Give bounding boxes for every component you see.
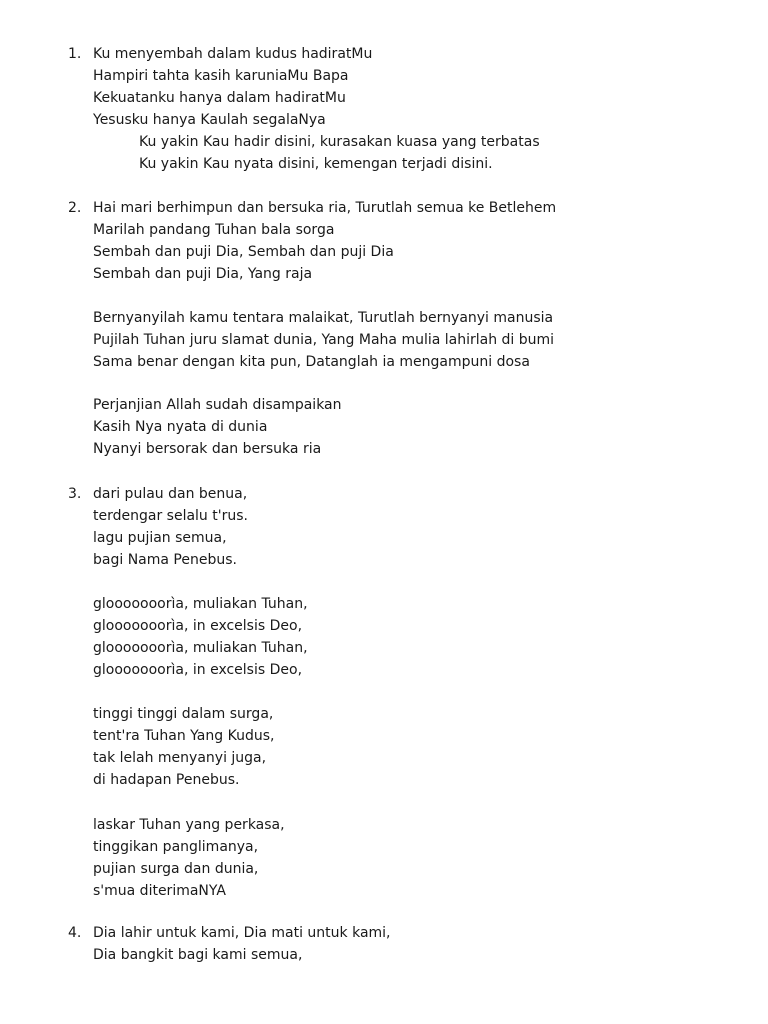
lyric-line: tak lelah menyanyi juga,	[93, 750, 267, 766]
lyric-line: glooooooorìa, muliakan Tuhan,	[93, 640, 308, 656]
song-number: 4.	[68, 925, 82, 941]
song-number: 1.	[68, 46, 82, 62]
lyric-line: Ku menyembah dalam kudus hadiratMu	[93, 46, 373, 62]
lyric-line: Hampiri tahta kasih karuniaMu Bapa	[93, 68, 349, 84]
lyric-line: Dia lahir untuk kami, Dia mati untuk kami,	[93, 925, 391, 941]
lyric-line: bagi Nama Penebus.	[93, 552, 237, 568]
lyric-line: s'mua diterimaNYA	[93, 883, 226, 899]
song-number: 3.	[68, 486, 82, 502]
lyric-line: Bernyanyilah kamu tentara malaikat, Turutlah bernyanyi manusia	[93, 310, 554, 326]
lyric-line: di hadapan Penebus.	[93, 772, 240, 788]
lyric-line: Hai mari berhimpun dan bersuka ria, Turutlah semua ke Betlehem	[93, 200, 557, 216]
lyric-line: lagu pujian semua,	[93, 530, 227, 546]
lyric-line: tinggikan panglimanya,	[93, 839, 259, 855]
lyric-line: Sembah dan puji Dia, Yang raja	[93, 266, 313, 282]
lyric-line: Sama benar dengan kita pun, Datanglah ia mengampuni dosa	[93, 354, 530, 370]
lyric-line: tinggi tinggi dalam surga,	[93, 706, 274, 722]
lyric-line-indented: Ku yakin Kau hadir disini, kurasakan kuasa yang terbatas	[139, 134, 540, 150]
lyric-line: terdengar selalu t'rus.	[93, 508, 248, 524]
lyric-line: Perjanjian Allah sudah disampaikan	[93, 397, 342, 413]
lyric-line: Marilah pandang Tuhan bala sorga	[93, 222, 335, 238]
lyric-line: glooooooorìa, in excelsis Deo,	[93, 662, 303, 678]
lyric-line: dari pulau dan benua,	[93, 486, 248, 502]
lyric-line: Nyanyi bersorak dan bersuka ria	[93, 441, 322, 457]
lyric-line: Kekuatanku hanya dalam hadiratMu	[93, 90, 346, 106]
lyric-line: glooooooorìa, muliakan Tuhan,	[93, 596, 308, 612]
lyric-line: pujian surga dan dunia,	[93, 861, 259, 877]
lyric-line: Kasih Nya nyata di dunia	[93, 419, 268, 435]
lyric-line: tent'ra Tuhan Yang Kudus,	[93, 728, 275, 744]
lyric-line: Dia bangkit bagi kami semua,	[93, 947, 303, 963]
lyric-line: Yesusku hanya Kaulah segalaNya	[93, 112, 326, 128]
song-number: 2.	[68, 200, 82, 216]
lyric-line-indented: Ku yakin Kau nyata disini, kemengan terjadi disini.	[139, 156, 493, 172]
lyric-line: laskar Tuhan yang perkasa,	[93, 817, 285, 833]
lyric-line: Pujilah Tuhan juru slamat dunia, Yang Maha mulia lahirlah di bumi	[93, 332, 555, 348]
lyric-line: Sembah dan puji Dia, Sembah dan puji Dia	[93, 244, 394, 260]
lyric-line: glooooooorìa, in excelsis Deo,	[93, 618, 303, 634]
